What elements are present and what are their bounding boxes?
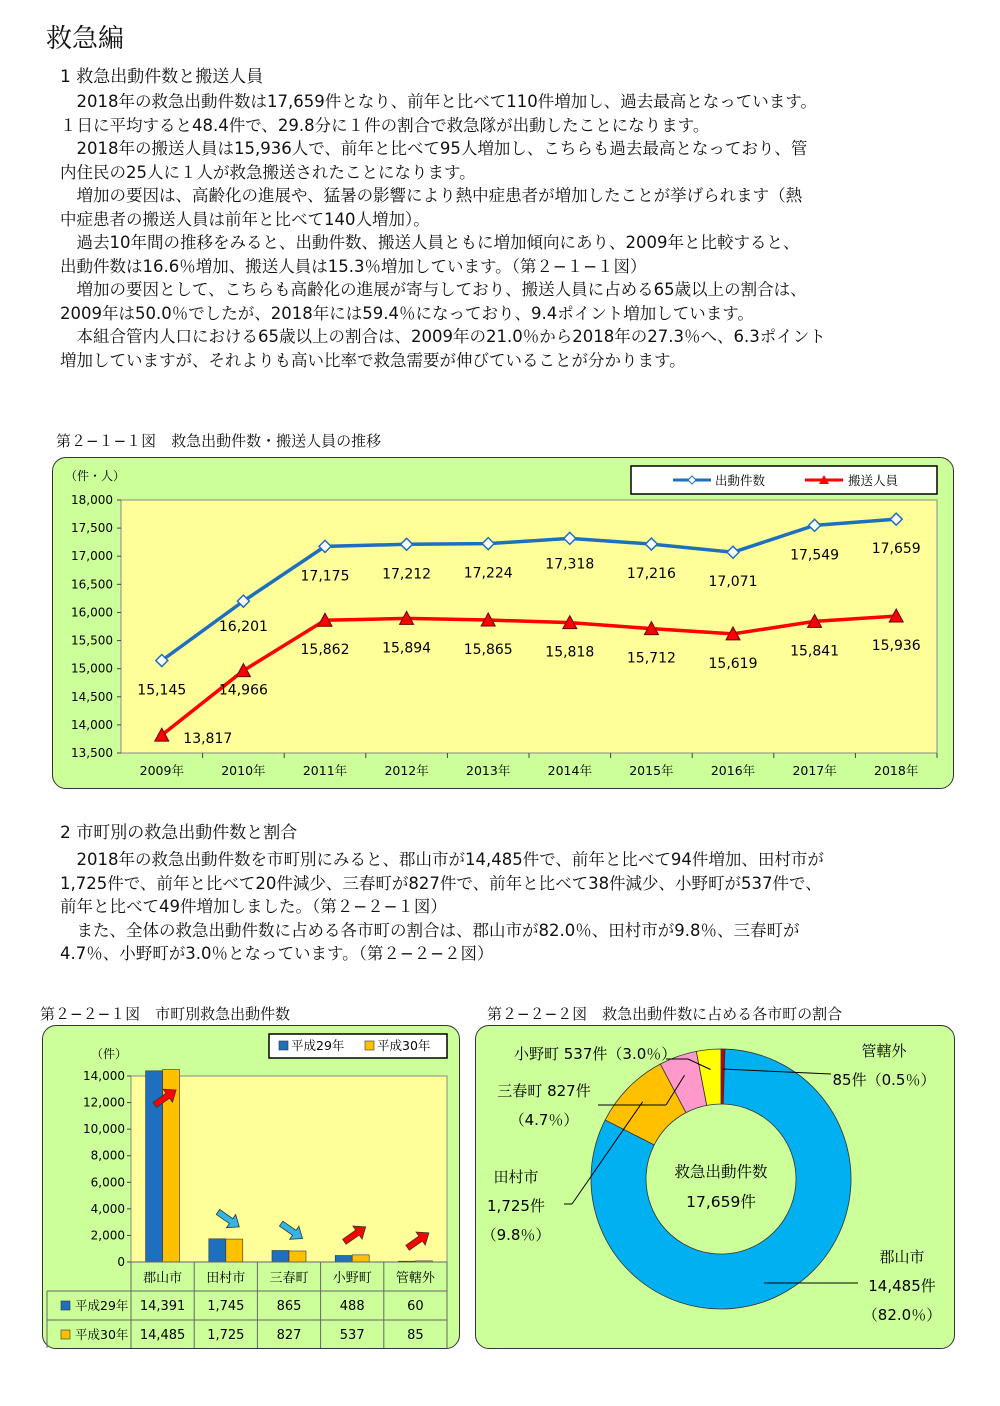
paragraph-line: 本組合管内人口における65歳以上の割合は、2009年の21.0％から2018年の27.3％へ、6.3ポイント (60, 327, 826, 346)
x-tick-label: 2013年 (466, 763, 511, 778)
paragraph-line: 増加の要因として、こちらも高齢化の進展が寄与しており、搬送人員に占める65歳以上の割合は、 (60, 280, 807, 299)
table-value-cell: 488 (339, 1299, 365, 1314)
data-label-搬送人員: 15,818 (545, 644, 595, 661)
data-label-出動件数: 17,549 (790, 547, 840, 564)
legend-label-出動件数: 出動件数 (715, 473, 766, 488)
paragraph-line: 2018年の搬送人員は15,936人で、前年と比べて95人増加し、こちらも過去最高となっており、管 (60, 139, 808, 158)
data-label-出動件数: 17,659 (871, 541, 921, 558)
bar-chart (43, 1026, 459, 1348)
table-header-cell: 三春町 (269, 1271, 309, 1286)
x-tick-label: 2012年 (384, 763, 429, 778)
legend (631, 466, 937, 494)
data-label-出動件数: 17,175 (300, 568, 350, 585)
legend-label-搬送人員: 搬送人員 (848, 473, 899, 488)
y-tick-label: 6,000 (90, 1175, 125, 1190)
table-series-label: 平成29年 (75, 1298, 129, 1313)
data-label-搬送人員: 15,865 (463, 642, 513, 659)
slice-label-田村市: 田村市 (493, 1168, 539, 1186)
slice-label-郡山市: 14,485件 (868, 1277, 936, 1295)
data-label-出動件数: 16,201 (218, 619, 268, 636)
table-value-cell: 1,745 (207, 1299, 245, 1314)
y-tick-label: 10,000 (83, 1122, 125, 1137)
table-value-cell: 60 (407, 1299, 424, 1314)
y-tick-label: 17,000 (71, 549, 113, 564)
y-tick-label: 12,000 (83, 1095, 125, 1110)
slice-label-小野町: 小野町 537件（3.0％） (514, 1045, 677, 1063)
x-tick-label: 2010年 (221, 763, 266, 778)
paragraph-line: 過去10年間の推移をみると、出動件数、搬送人員ともに増加傾向にあり、2009年と比較すると、 (60, 233, 800, 252)
paragraph-line: 2018年の救急出動件数は17,659件となり、前年と比べて110件増加し、過去最高となっています。 (60, 92, 817, 111)
donut-center-value: 17,659件 (686, 1193, 756, 1211)
table-header-cell: 郡山市 (143, 1271, 183, 1286)
data-label-搬送人員: 15,619 (708, 655, 758, 672)
data-label-搬送人員: 15,862 (300, 642, 350, 659)
table-value-cell: 85 (407, 1328, 424, 1343)
x-tick-label: 2018年 (874, 763, 919, 778)
x-tick-label: 2009年 (139, 763, 184, 778)
data-label-出動件数: 17,216 (626, 566, 676, 583)
paragraph-line: 出動件数は16.6％増加、搬送人員は15.3％増加しています。（第２−１−１図） (60, 256, 647, 276)
table-header-cell: 管轄外 (395, 1271, 435, 1286)
y-unit-label: （件） (91, 1047, 128, 1061)
y-tick-label: 16,000 (71, 605, 113, 620)
x-tick-label: 2016年 (710, 763, 756, 778)
y-tick-label: 14,000 (71, 717, 113, 732)
section2-heading: 2 市町別の救急出動件数と割合 (60, 823, 298, 843)
table-header-cell: 田村市 (206, 1271, 246, 1286)
data-table (47, 1262, 447, 1348)
table-value-cell: 865 (276, 1299, 302, 1314)
bar-平成30年-田村市 (226, 1239, 243, 1262)
section2-body (60, 848, 824, 966)
y-tick-label: 18,000 (71, 493, 113, 507)
legend-label-平成29年: 平成29年 (291, 1038, 345, 1053)
section1-heading: 1 救急出動件数と搬送人員 (60, 67, 264, 87)
paragraph-line: 4.7％、小野町が3.0％となっています。（第２−２−２図） (60, 944, 494, 963)
table-series-label: 平成30年 (75, 1327, 129, 1342)
table-series-swatch (61, 1301, 70, 1310)
line-chart-panel (52, 457, 954, 789)
y-tick-label: 2,000 (90, 1228, 125, 1243)
legend-swatch-平成30年 (365, 1041, 374, 1050)
table-value-cell: 1,725 (207, 1328, 245, 1343)
y-tick-label: 15,000 (71, 661, 113, 676)
y-tick-label: 14,500 (71, 689, 113, 704)
slice-label-三春町: 三春町 827件 (497, 1082, 591, 1100)
bar-平成30年-三春町 (289, 1251, 306, 1262)
paragraph-line: 2009年は50.0％でしたが、2018年には59.4％になっており、9.4ポイント増加しています。 (60, 303, 754, 323)
figure-2-2-2-caption: 第２−２−２図 救急出動件数に占める各市町の割合 (487, 1005, 843, 1023)
table-value-cell: 14,391 (139, 1299, 186, 1314)
data-label-搬送人員: 13,817 (183, 731, 233, 748)
data-label-搬送人員: 15,841 (790, 643, 840, 660)
section1-body (60, 90, 826, 372)
data-label-出動件数: 17,212 (382, 566, 432, 583)
bar-平成29年-三春町 (272, 1251, 289, 1262)
slice-label-田村市: 1,725件 (487, 1197, 545, 1215)
legend (269, 1034, 447, 1058)
paragraph-line: 増加していますが、それよりも高い比率で救急需要が伸びていることが分かります。 (60, 350, 686, 370)
paragraph-line: 前年と比べて49件増加しました。（第２−２−１図） (60, 897, 447, 916)
slice-label-郡山市: （82.0％） (862, 1306, 942, 1324)
legend-label-平成30年: 平成30年 (377, 1038, 431, 1053)
y-tick-label: 14,000 (83, 1069, 125, 1083)
paragraph-line: また、全体の救急出動件数に占める各市町の割合は、郡山市が82.0％、田村市が9.8％、三春町が (60, 920, 800, 940)
slice-label-田村市: （9.8％） (481, 1226, 551, 1244)
bar-chart-panel (42, 1025, 460, 1349)
y-tick-label: 15,500 (71, 633, 113, 648)
paragraph-line: 増加の要因は、高齢化の進展や、猛暑の影響により熱中症患者が増加したことが挙げられます（熱 (60, 186, 803, 205)
paragraph-line: 内住民の25人に１人が救急搬送されたことになります。 (60, 162, 476, 182)
data-label-搬送人員: 15,894 (382, 640, 432, 657)
legend-swatch-平成29年 (279, 1041, 288, 1050)
slice-label-管轄外: 管轄外 (861, 1042, 907, 1060)
y-tick-label: 17,500 (71, 521, 113, 536)
bar-平成29年-小野町 (335, 1256, 352, 1262)
y-tick-label: 8,000 (90, 1148, 125, 1163)
slice-label-管轄外: 85件（0.5％） (832, 1071, 936, 1089)
data-label-搬送人員: 15,712 (626, 650, 676, 667)
donut-chart (476, 1026, 954, 1348)
paragraph-line: 1,725件で、前年と比べて20件減少、三春町が827件で、前年と比べて38件減少、小野町が537件で、 (60, 873, 822, 893)
table-header-cell: 小野町 (332, 1271, 372, 1286)
bar-平成29年-田村市 (209, 1239, 226, 1262)
y-tick-label: 0 (117, 1255, 125, 1269)
x-tick-label: 2015年 (629, 763, 674, 778)
y-tick-label: 16,500 (71, 577, 113, 592)
bar-平成30年-小野町 (352, 1255, 369, 1262)
pie-chart-panel (475, 1025, 955, 1349)
paragraph-line: 中症患者の搬送人員は前年と比べて140人増加）。 (60, 209, 430, 229)
donut-center-label: 救急出動件数 (674, 1163, 768, 1181)
paragraph-line: 2018年の救急出動件数を市町別にみると、郡山市が14,485件で、前年と比べて94件増加、田村市が (60, 850, 824, 869)
table-series-swatch (61, 1330, 70, 1339)
data-label-出動件数: 15,145 (137, 682, 187, 699)
x-tick-label: 2014年 (547, 763, 592, 778)
data-label-出動件数: 17,318 (545, 556, 595, 573)
x-tick-label: 2011年 (302, 763, 348, 778)
y-unit-label: （件・人） (65, 469, 126, 483)
table-value-cell: 827 (276, 1328, 302, 1343)
table-value-cell: 14,485 (139, 1328, 186, 1343)
y-tick-label: 4,000 (90, 1201, 125, 1216)
line-chart (53, 458, 953, 788)
data-label-搬送人員: 15,936 (871, 638, 921, 655)
figure-2-1-1-caption: 第２−１−１図 救急出動件数・搬送人員の推移 (56, 432, 382, 450)
data-label-搬送人員: 14,966 (218, 682, 268, 699)
data-label-出動件数: 17,224 (463, 565, 513, 582)
table-value-cell: 537 (339, 1328, 365, 1343)
slice-label-三春町: （4.7％） (509, 1111, 579, 1129)
page-title: 救急編 (46, 24, 125, 54)
y-tick-label: 13,500 (71, 746, 113, 760)
figure-2-2-1-caption: 第２−２−１図 市町別救急出動件数 (40, 1005, 291, 1023)
slice-label-郡山市: 郡山市 (879, 1248, 925, 1266)
data-label-出動件数: 17,071 (708, 574, 758, 591)
paragraph-line: １日に平均すると48.4件で、29.8分に１件の割合で救急隊が出動したことになります。 (60, 115, 710, 135)
x-tick-label: 2017年 (792, 763, 837, 778)
